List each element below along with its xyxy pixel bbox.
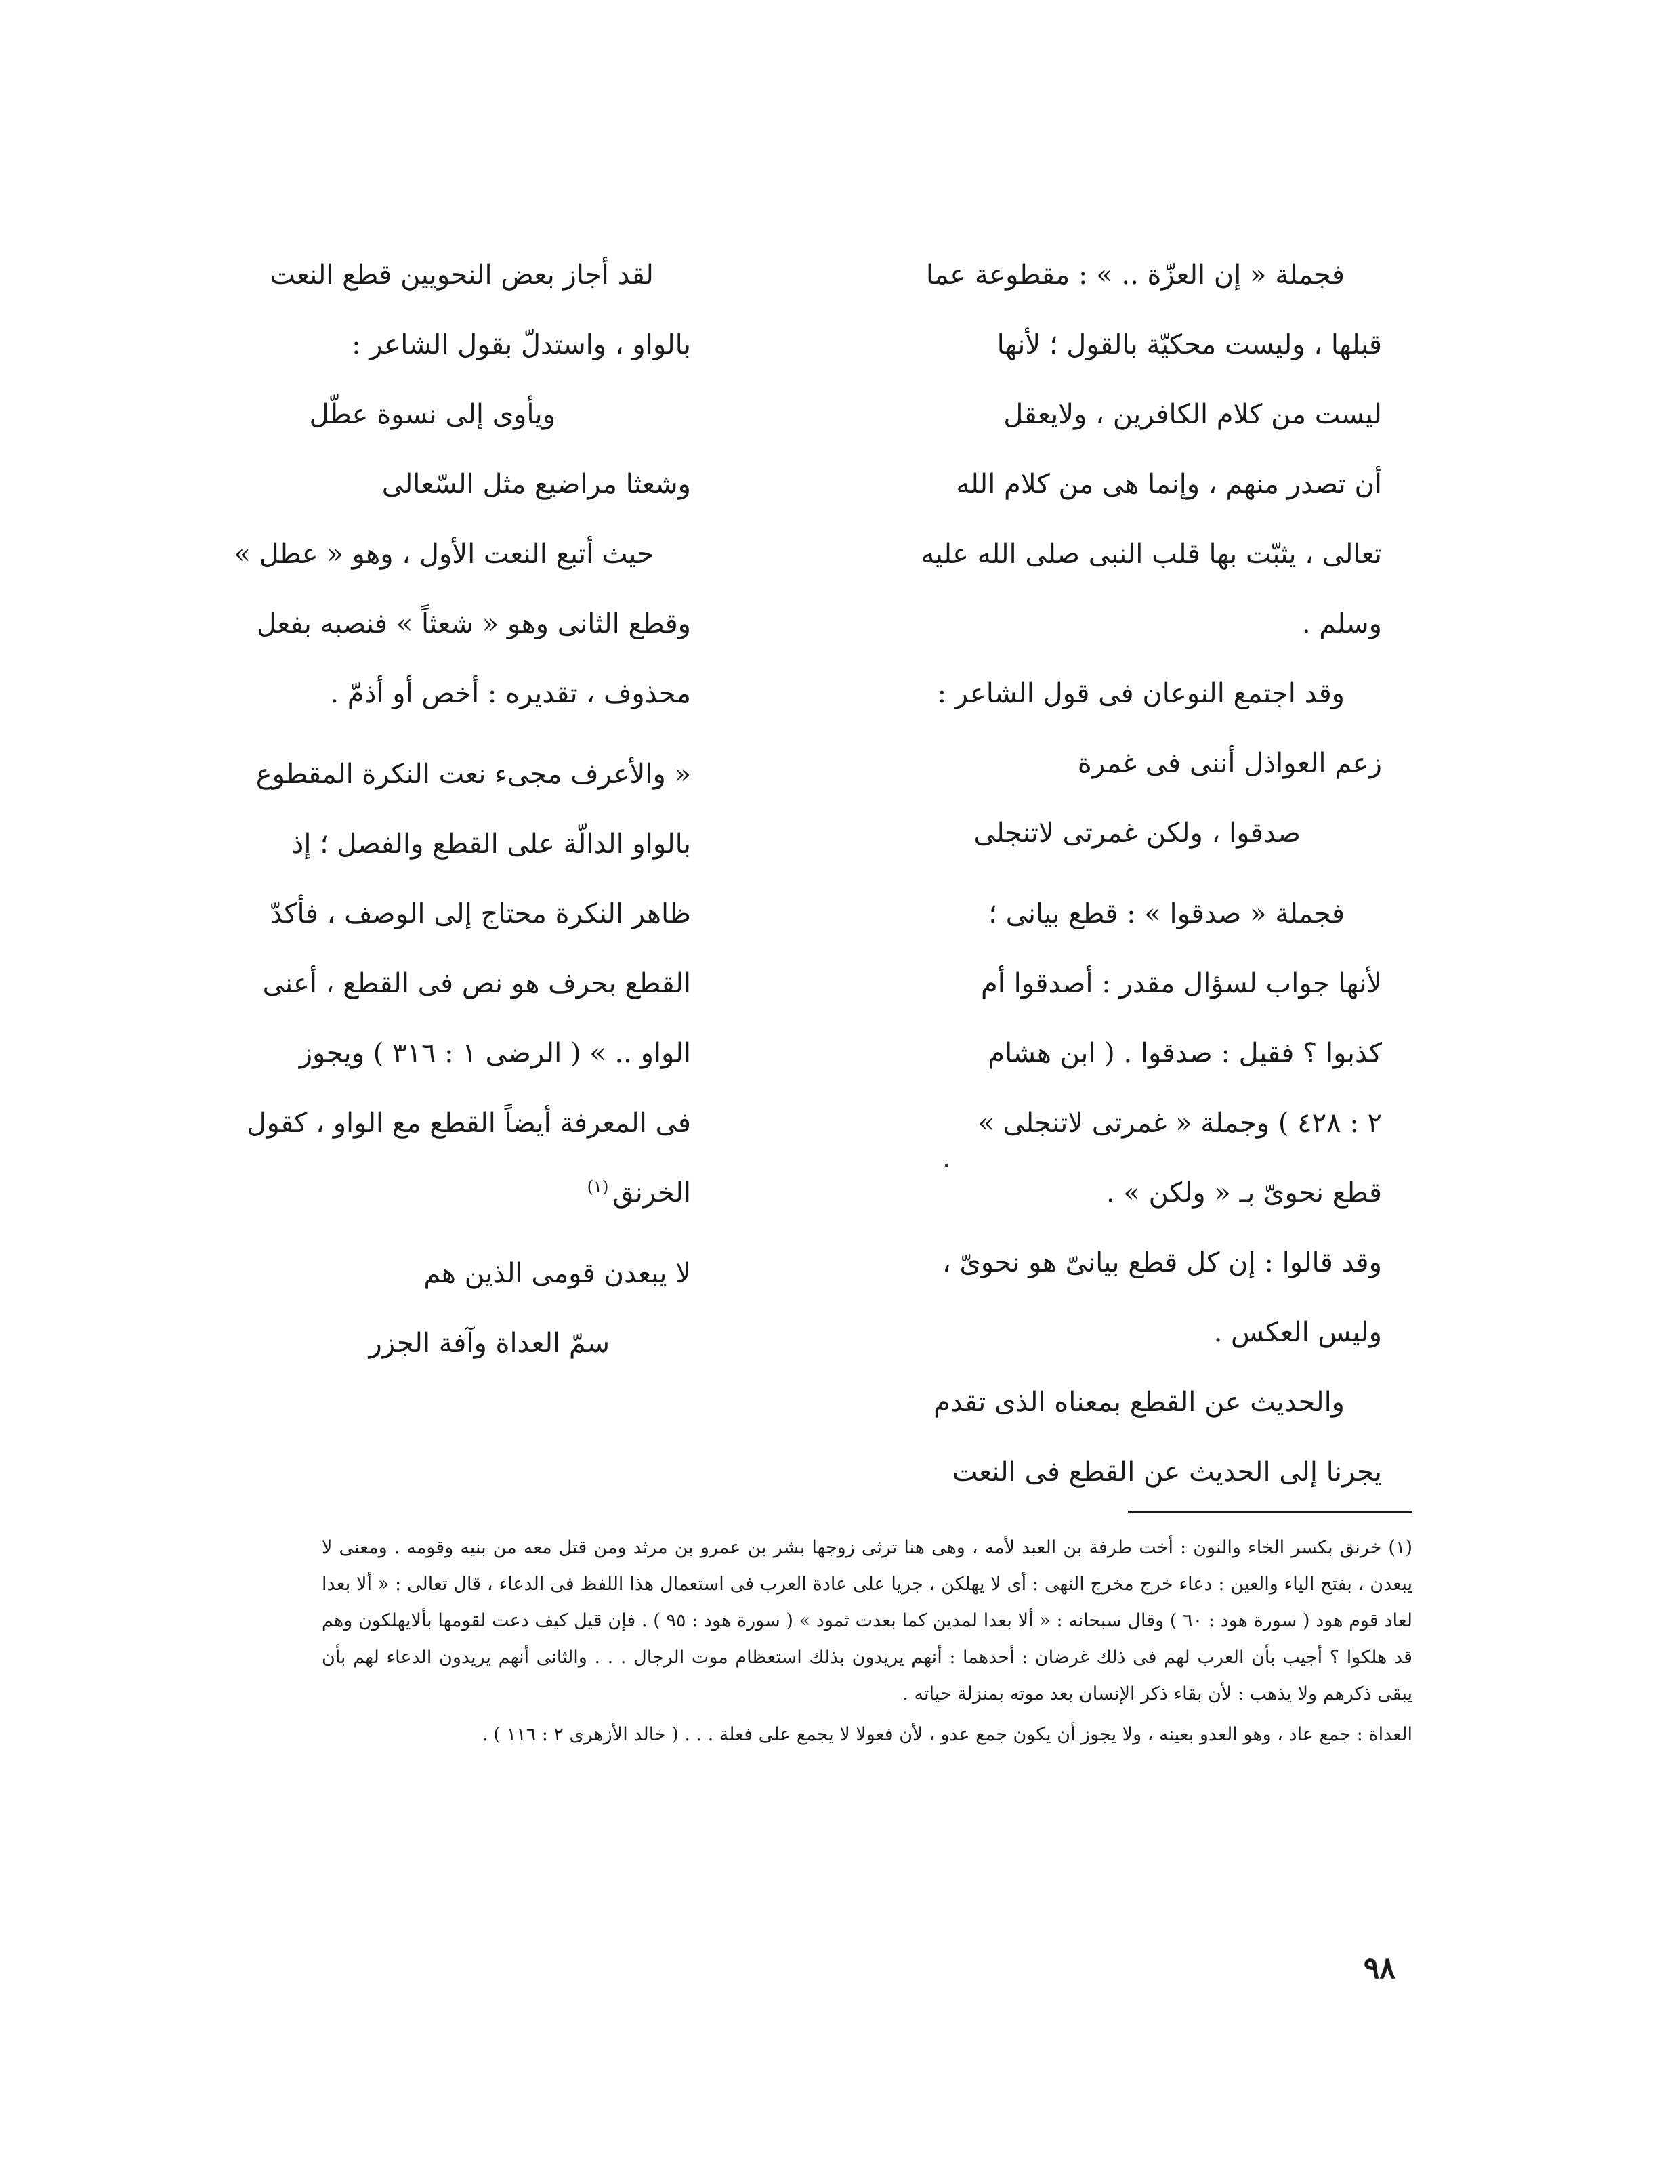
scan-speck [945, 1164, 948, 1167]
text-line: ظاهر النكرة محتاج إلى الوصف ، فأكدّ [270, 898, 691, 929]
text-line: بالواو الدالّة على القطع والفصل ؛ إذ [291, 828, 691, 860]
poet-name: الخرنق [612, 1177, 691, 1209]
text-line: لقد أجاز بعض النحويين قطع النعت [270, 259, 654, 291]
page-number: ٩٨ [1363, 1951, 1395, 1986]
text-line: لأنها جواب لسؤال مقدر : أصدقوا أم [980, 968, 1382, 999]
verse-line: لا يبعدن قومى الذين هم [423, 1258, 691, 1289]
text-line: محذوف ، تقديره : أخص أو أذمّ . [330, 678, 691, 709]
text-line: وقد قالوا : إن كل قطع بيانىّ هو نحوىّ ، [942, 1247, 1382, 1278]
text-line [217, 1158, 691, 1228]
text-line: فجملة « إن العزّة .. » : مقطوعة عما [925, 259, 1345, 291]
text-line: وليس العكس . [1213, 1317, 1382, 1348]
text-line: أن تصدر منهم ، وإنما هى من كلام الله [956, 469, 1382, 500]
text-line: يجرنا إلى الحديث عن القطع فى النعت [952, 1456, 1382, 1488]
left-text-column [217, 240, 691, 1379]
verse-line: زعم العواذل أننى فى غمرة [1077, 748, 1382, 779]
text-line: قطع نحوىّ بـ « ولكن » . [1106, 1177, 1382, 1209]
footnotes-section [322, 1530, 1412, 1753]
text-line: « والأعرف مجىء نعت النكرة المقطوع [255, 759, 691, 790]
text-line: قبلها ، وليست محكيّة بالقول ؛ لأنها [996, 329, 1382, 360]
footnote-marker[interactable]: (١) [587, 1177, 609, 1196]
right-text-column [908, 240, 1382, 1507]
text-line: وقد اجتمع النوعان فى قول الشاعر : [937, 678, 1345, 709]
text-line: والحديث عن القطع بمعناه الذى تقدم [933, 1387, 1345, 1418]
verse-line: ويأوى إلى نسوة عطّل [309, 399, 555, 430]
text-line: تعالى ، يثبّت بها قلب النبى صلى الله عليه [921, 539, 1382, 570]
text-line: كذبوا ؟ فقيل : صدقوا . ( ابن هشام [988, 1038, 1382, 1069]
text-line: الواو .. » ( الرضى ١ : ٣١٦ ) ويجوز [299, 1038, 691, 1069]
footnote-divider [1128, 1511, 1412, 1513]
text-line: فجملة « صدقوا » : قطع بيانى ؛ [988, 898, 1345, 929]
text-line: فى المعرفة أيضاً القطع مع الواو ، كقول [247, 1108, 691, 1139]
footnote-text: (١) خرنق بكسر الخاء والنون : أخت طرفة بن العبد لأمه ، وهى هنا ترثى زوجها بشر بن عمرو بن مرثد ومن قتل معه من بنيه وقومه . ومعنى لا يبعدن ، بفتح الياء والعين : دعاء خرج مخرج النهى : أى لا يهلكن ، جريا على عادة العرب فى استعمال هذا اللفظ فى الدعاء ، قال تعالى : « ألا بعدا لعاد قوم هود ( سورة هود : ٦٠ ) وقال سبحانه : « ألا بعدا لمدين كما بعدت ثمود » ( سورة هود : ٩٥ ) . فإن قيل كيف دعت لقومها بألايهلكون وهم قد هلكوا ؟ أجيب بأن العرب لهم فى ذلك غرضان : أحدهما : أنهم يريدون بذلك استعظام موت الرجال . . . والثانى أنهم يريدون الدعاء لهم بأن يبقى ذكرهم ولا يذهب : لأن بقاء ذكر الإنسان بعد موته بمنزلة حياته . [322, 1537, 1412, 1704]
verse-line: صدقوا ، ولكن غمرتى لاتنجلى [973, 818, 1301, 849]
text-line: ليست من كلام الكافرين ، ولايعقل [1003, 399, 1382, 430]
text-line: وسلم . [1301, 608, 1382, 639]
verse-line: سمّ العداة وآفة الجزر [369, 1328, 610, 1359]
verse-line: وشعثا مراضيع مثل السّعالى [381, 469, 691, 500]
text-line: بالواو ، واستدلّ بقول الشاعر : [352, 329, 691, 360]
text-line: ٢ : ٤٢٨ ) وجملة « غمرتى لاتنجلى » [978, 1108, 1382, 1139]
text-line: حيث أتبع النعت الأول ، وهو « عطل » [234, 539, 654, 570]
footnote-text: العداة : جمع عاد ، وهو العدو بعينه ، ولا يجوز أن يكون جمع عدو ، لأن فعولا لا يجمع على فعلة . . . ( خالد الأزهرى ٢ : ١١٦ ) . [482, 1724, 1412, 1745]
text-line: وقطع الثانى وهو « شعثاً » فنصبه بفعل [256, 608, 691, 639]
text-line: القطع بحرف هو نص فى القطع ، أعنى [262, 968, 691, 999]
